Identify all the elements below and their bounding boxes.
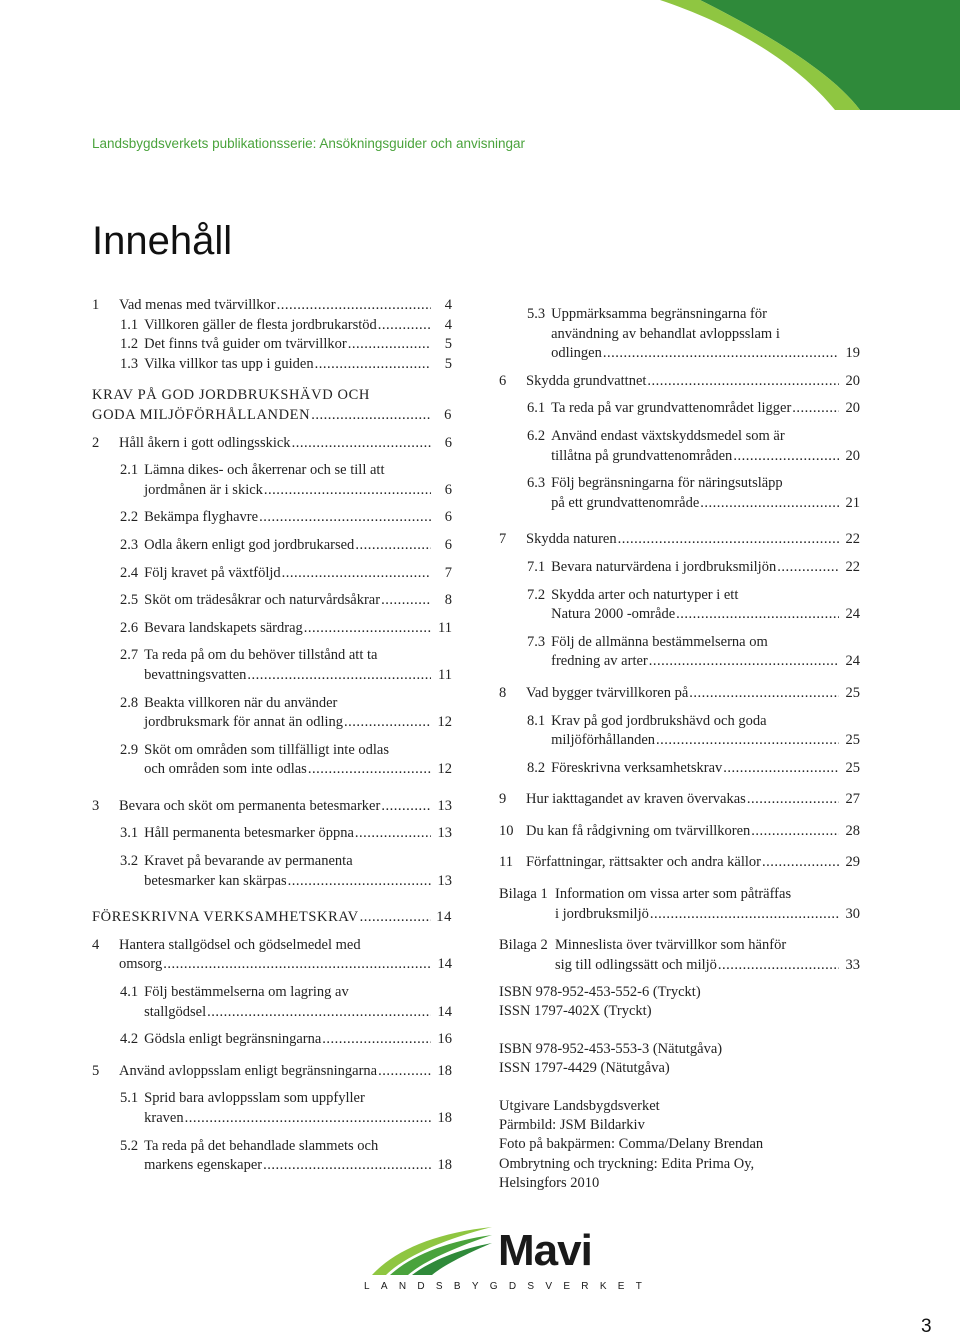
toc-title-line: Skydda arter och naturtyper i ett [551,586,739,603]
toc-title: jordmånen är i skick [144,481,263,498]
dot-leader [292,434,431,454]
toc-entry[interactable] [92,619,452,639]
dot-leader [650,905,839,925]
dot-leader [718,956,839,976]
toc-number: 4 [92,936,100,953]
dot-leader [315,355,431,375]
toc-title: Det finns två guider om tvärvillkor [144,336,347,353]
issn-web: ISSN 1797-4429 (Nätutgåva) [499,1060,670,1077]
toc-entry[interactable] [92,591,452,611]
dot-leader [308,760,431,780]
toc-title-line: Använd endast växtskyddsmedel som är [551,427,785,444]
toc-title-line: Ta reda på om du behöver tillstånd att ta [144,647,378,664]
dot-leader [656,731,839,751]
printing-credit: Ombrytning och tryckning: Edita Prima Oy, [499,1155,755,1172]
toc-page-number: 20 [845,447,860,464]
toc-title-line: Information om vissa arter som påträffas [555,886,792,903]
toc-title-line: KRAV PÅ GOD JORDBRUKSHÄVD OCH [92,387,370,404]
toc-left-column [92,296,452,1176]
toc-title: odlingen [551,345,602,362]
toc-page-number: 20 [845,400,860,417]
dot-leader [163,955,431,975]
toc-title: Håll åkern i gott odlingsskick [119,434,291,451]
toc-entry[interactable] [92,564,452,584]
toc-entry[interactable] [92,434,452,454]
dot-leader [207,1003,431,1023]
toc-title: fredning av arter [551,653,648,670]
toc-title: Odla åkern enligt god jordbrukarsed [144,536,355,553]
toc-page-number: 7 [444,564,452,581]
toc-page-number: 33 [845,956,860,973]
toc-title: Vad menas med tvärvillkor [119,297,276,313]
logo-wordmark: Mavi [498,1226,592,1275]
toc-title: GODA MILJÖFÖRHÅLLANDEN [92,406,311,423]
toc-page-number: 4 [444,316,452,333]
toc-page-number: 18 [437,1062,452,1079]
toc-page-number: 20 [845,372,860,389]
toc-entry[interactable] [499,790,860,810]
dot-leader [381,797,431,817]
imprint-block [499,983,763,1212]
toc-title: Vad bygger tvärvillkoren på [526,684,689,701]
toc-number: 2.3 [120,536,139,553]
toc-title: Natura 2000 -område [551,606,676,623]
dot-leader [676,605,839,625]
dot-leader [322,1030,431,1050]
toc-entry[interactable] [499,586,860,625]
toc-title-line: Minneslista över tvärvillkor som hänför [555,937,787,954]
toc-page-number: 6 [444,536,452,553]
dot-leader [723,759,839,779]
toc-entry[interactable] [92,508,452,528]
dot-leader [647,372,839,392]
toc-number: 2 [92,434,100,451]
toc-number: 7 [499,531,507,548]
logo-subtitle: LANDSBYGDSVERKET [364,1281,654,1292]
toc-page-number: 13 [437,825,452,842]
toc-entry[interactable] [92,355,452,375]
toc-number: 6 [499,372,507,389]
toc-number: 3 [92,797,100,814]
toc-title: Föreskrivna verksamhetskrav [551,759,723,776]
toc-page-number: 22 [845,558,860,575]
toc-title: Författningar, rättsakter och andra källor [526,854,761,871]
issn-print: ISSN 1797-402X (Tryckt) [499,1003,652,1020]
toc-number: 8.2 [527,759,546,776]
toc-number: 1.2 [120,336,139,353]
toc-entry[interactable] [92,536,452,556]
toc-entry[interactable] [499,372,860,392]
toc-number: 10 [499,822,514,839]
toc-number: 5.1 [120,1090,139,1107]
toc-page-number: 28 [845,822,860,839]
dot-leader [264,481,431,501]
dot-leader [348,335,431,355]
toc-number: 6.1 [527,400,546,417]
page-number: 3 [921,1316,932,1337]
toc-page-number: 18 [437,1157,452,1174]
toc-title: tillåtna på grundvattenområden [551,447,733,464]
toc-number: 2.4 [120,564,139,581]
toc-entry[interactable] [499,853,860,873]
toc-title: Du kan få rådgivning om tvärvillkoren [526,822,751,839]
toc-title: Villkoren gäller de flesta jordbrukarstöd [144,316,377,333]
dot-leader [311,406,431,426]
toc-page-number: 25 [845,759,860,776]
toc-title: sig till odlingssätt och miljö [555,956,717,973]
toc-entry[interactable] [92,1030,452,1050]
toc-entry[interactable] [499,474,860,513]
toc-title: Följ kravet på växtföljd [144,564,281,581]
toc-title-line: Beakta villkoren när du använder [144,694,338,711]
toc-number: 4.1 [120,984,139,1001]
dot-leader [381,591,431,611]
toc-number: 2.8 [120,694,139,711]
dot-leader [751,822,839,842]
toc-page-number: 6 [444,509,452,526]
toc-entry[interactable] [92,741,452,780]
toc-number: 2.5 [120,592,139,609]
toc-entry[interactable] [499,558,860,578]
toc-title-line: användning av behandlat avloppsslam i [551,325,780,342]
toc-title: Bekämpa flyghavre [144,509,259,526]
toc-number: 5.2 [120,1137,139,1154]
toc-page-number: 19 [845,345,860,362]
cover-photo-credit: Pärmbild: JSM Bildarkiv [499,1117,645,1134]
toc-entry[interactable] [92,797,452,817]
toc-title-line: Uppmärksamma begränsningarna för [551,306,767,322]
toc-page-number: 11 [438,619,452,636]
toc-number: 1 [92,297,100,313]
toc-entry[interactable] [499,305,860,364]
toc-entry[interactable] [499,712,860,751]
toc-title: Bevara naturvärdena i jordbruksmiljön [551,558,777,575]
toc-entry[interactable] [92,335,452,355]
toc-number: 5.3 [527,306,546,322]
toc-title-line: Sprid bara avloppsslam som uppfyller [144,1090,365,1107]
toc-number: 4.2 [120,1031,139,1048]
toc-page-number: 13 [437,797,452,814]
toc-number: 8 [499,684,507,701]
toc-title: Vilka villkor tas upp i guiden [144,355,314,372]
toc-title: bevattningsvatten [144,666,247,683]
toc-entry[interactable] [92,852,452,891]
dot-leader [344,713,431,733]
toc-page-number: 5 [444,355,452,372]
toc-title: Gödsla enligt begränsningarna [144,1031,322,1048]
toc-title-line: Följ begränsningarna för näringsutsläpp [551,475,783,492]
toc-page-number: 22 [845,531,860,548]
dot-leader [360,908,431,928]
toc-entry[interactable] [92,316,452,336]
toc-number: 6.2 [527,427,546,444]
toc-page-number: 5 [444,336,452,353]
toc-number: 9 [499,791,507,808]
dot-leader [762,853,839,873]
dot-leader [263,1156,431,1176]
toc-title-line: Ta reda på det behandlade slammets och [144,1137,379,1154]
publication-series-header: Landsbygdsverkets publikationsserie: Ansökningsguider och anvisningar [92,136,526,151]
toc-entry[interactable] [499,399,860,419]
isbn-print: ISBN 978-952-453-552-6 (Tryckt) [499,984,701,1000]
toc-number: Bilaga 1 [499,886,548,903]
toc-number: 2.2 [120,509,139,526]
toc-title: markens egenskaper [144,1157,263,1174]
toc-title-line: Sköt om områden som tillfälligt inte odlas [144,741,389,758]
publisher: Utgivare Landsbygdsverket [499,1097,660,1114]
toc-page-number: 11 [438,666,452,683]
dot-leader [304,619,431,639]
toc-title: kraven [144,1110,184,1126]
toc-number: 1.3 [120,355,139,372]
toc-page-number: 4 [444,297,452,313]
toc-entry[interactable] [92,983,452,1022]
toc-title-line: Kravet på bevarande av permanenta [144,853,353,870]
toc-page-number: 14 [437,956,452,973]
toc-appendix-entry[interactable] [499,936,860,975]
dot-leader [355,536,431,556]
toc-title: jordbruksmark för annat än odling [144,714,344,731]
logo-leaf-icon [364,1225,494,1277]
dot-leader [355,824,431,844]
toc-entry[interactable] [92,296,452,316]
toc-page-number: 14 [437,1003,452,1020]
toc-page-number: 6 [444,481,452,498]
toc-page-number: 29 [845,854,860,871]
toc-entry[interactable] [499,530,860,550]
toc-entry[interactable] [92,936,452,975]
toc-title: Bevara och sköt om permanenta betesmarker [119,797,381,814]
toc-entry[interactable] [92,824,452,844]
dot-leader [277,296,431,316]
dot-leader [689,684,839,704]
mavi-logo [364,1225,654,1297]
toc-title: miljöförhållanden [551,732,656,749]
toc-page-number: 8 [444,592,452,609]
toc-section-heading[interactable] [92,908,452,928]
toc-page-number: 24 [845,606,860,623]
toc-title-line: Krav på god jordbrukshävd och goda [551,712,767,729]
dot-leader [247,666,431,686]
place-year: Helsingfors 2010 [499,1175,600,1192]
dot-leader [777,558,839,578]
toc-entry[interactable] [499,633,860,672]
dot-leader [649,652,839,672]
toc-number: 2.6 [120,619,139,636]
toc-title: Ta reda på var grundvattenområdet ligger [551,400,792,417]
toc-page-number: 27 [845,791,860,808]
isbn-web: ISBN 978-952-453-553-3 (Nätutgåva) [499,1040,723,1057]
toc-title: Håll permanenta betesmarker öppna [144,825,354,842]
toc-number: 1.1 [120,316,139,333]
toc-page-number: 14 [436,909,452,926]
toc-page-number: 21 [845,494,860,511]
toc-entry[interactable] [92,694,452,733]
toc-title-line: Hantera stallgödsel och gödselmedel med [119,936,361,953]
dot-leader [747,790,839,810]
toc-number: 5 [92,1062,100,1079]
dot-leader [378,316,431,336]
dot-leader [288,872,431,892]
toc-page-number: 18 [437,1110,452,1126]
dot-leader [185,1109,431,1129]
toc-entry[interactable] [92,1089,452,1128]
page-title: Innehåll [92,219,233,263]
dot-leader [378,1062,431,1082]
dot-leader [733,447,839,467]
toc-page-number: 16 [437,1031,452,1048]
toc-appendix-entry[interactable] [499,885,860,924]
dot-leader [618,530,839,550]
toc-right-column [499,305,860,975]
toc-title: Skydda grundvattnet [526,372,647,389]
toc-entry[interactable] [499,684,860,704]
toc-title: Hur iakttagandet av kraven övervakas [526,791,746,808]
toc-title: och områden som inte odlas [144,761,307,778]
dot-leader [259,508,431,528]
toc-number: 11 [499,854,513,871]
toc-section-heading[interactable] [92,386,452,425]
toc-title: betesmarker kan skärpas [144,872,287,889]
toc-title-line: Följ bestämmelserna om lagring av [144,984,349,1001]
toc-title: på ett grundvattenområde [551,494,700,511]
toc-page-number: 30 [845,905,860,922]
toc-number: 2.7 [120,647,139,664]
toc-number: Bilaga 2 [499,937,548,954]
corner-swoosh-graphic [0,0,960,110]
toc-title-line: Lämna dikes- och åkerrenar och se till att [144,462,385,479]
toc-number: 2.9 [120,741,139,758]
toc-page-number: 6 [444,406,452,423]
toc-title: Bevara landskapets särdrag [144,619,303,636]
dot-leader [792,399,839,419]
dot-leader [603,344,839,364]
dot-leader [282,564,431,584]
toc-number: 7.3 [527,633,546,650]
toc-entry[interactable] [499,759,860,779]
toc-entry[interactable] [92,461,452,500]
toc-entry[interactable] [499,822,860,842]
toc-title: Sköt om trädesåkrar och naturvårdsåkrar [144,592,381,609]
toc-number: 7.1 [527,558,546,575]
toc-entry[interactable] [92,1062,452,1082]
toc-title: i jordbruksmiljö [555,905,649,922]
back-photo-credit: Foto på bakpärmen: Comma/Delany Brendan [499,1136,764,1153]
toc-entry[interactable] [92,646,452,685]
toc-entry[interactable] [92,1137,452,1176]
toc-page-number: 25 [845,684,860,701]
toc-page-number: 12 [437,714,452,731]
toc-number: 3.2 [120,853,139,870]
toc-number: 8.1 [527,712,546,729]
toc-title: FÖRESKRIVNA VERKSAMHETSKRAV [92,909,359,926]
dot-leader [700,494,839,514]
toc-entry[interactable] [499,427,860,466]
toc-page-number: 25 [845,732,860,749]
toc-number: 3.1 [120,825,139,842]
toc-title: stallgödsel [144,1003,207,1020]
toc-number: 6.3 [527,475,546,492]
toc-page-number: 12 [437,761,452,778]
toc-number: 2.1 [120,462,139,479]
toc-title: Använd avloppsslam enligt begränsningarna [119,1062,378,1079]
toc-page-number: 6 [444,434,452,451]
toc-page-number: 24 [845,653,860,670]
toc-title: omsorg [119,956,163,973]
toc-number: 7.2 [527,586,546,603]
toc-page-number: 13 [437,872,452,889]
toc-title-line: Följ de allmänna bestämmelserna om [551,633,768,650]
toc-title: Skydda naturen [526,531,617,548]
